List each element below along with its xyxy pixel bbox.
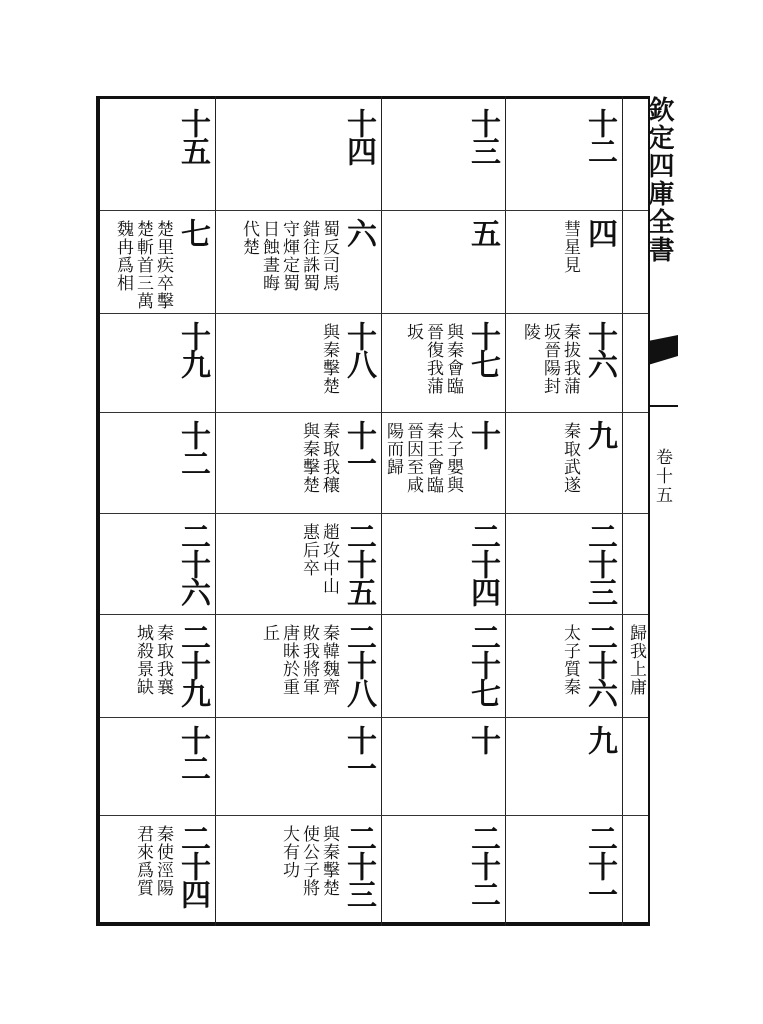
event-note: 城殺景缺 — [133, 624, 153, 696]
event-note: 與秦擊楚 — [319, 323, 339, 395]
year-number: 六 — [341, 218, 376, 246]
event-note: 太子質秦 — [560, 624, 580, 696]
event-note: 守煇定蜀 — [279, 220, 299, 292]
event-note: 君來爲質 — [133, 825, 153, 897]
row-divider — [100, 412, 648, 413]
event-note: 歸我上庸 — [626, 624, 646, 696]
event-note: 秦王會臨 — [423, 422, 443, 494]
event-note: 坂晉陽封 — [540, 323, 560, 395]
year-number: 二十八 — [341, 622, 376, 706]
event-note: 與秦會臨 — [443, 323, 463, 395]
year-number: 十 — [465, 725, 500, 753]
year-number: 二十三 — [341, 823, 376, 907]
column-divider — [622, 96, 623, 926]
row-divider — [100, 815, 648, 816]
column-divider — [381, 96, 382, 926]
event-note: 趙攻中山 — [319, 523, 339, 595]
event-note: 蜀反司馬 — [319, 220, 339, 292]
year-number: 十二 — [175, 725, 210, 781]
event-note: 代楚 — [239, 220, 259, 256]
year-number: 二十九 — [175, 622, 210, 706]
year-number: 十八 — [341, 321, 376, 377]
event-note: 坂 — [403, 323, 423, 341]
event-note: 秦使涇陽 — [153, 825, 173, 897]
event-note: 大有功 — [279, 825, 299, 879]
year-number: 二十一 — [582, 823, 617, 907]
year-number: 二十二 — [465, 823, 500, 907]
year-number: 十一 — [341, 725, 376, 781]
event-note: 日蝕晝晦 — [259, 220, 279, 292]
row-divider — [100, 717, 648, 718]
event-note: 秦取我穰 — [319, 422, 339, 494]
event-note: 楚斬首三萬 — [133, 220, 153, 310]
row-divider — [100, 313, 648, 314]
column-divider — [505, 96, 506, 926]
event-note: 晉因至咸 — [403, 422, 423, 494]
year-number: 十七 — [465, 321, 500, 377]
event-note: 唐昧於重 — [279, 624, 299, 696]
book-title: 欽定四庫全書 — [644, 96, 674, 264]
row-divider — [100, 513, 648, 514]
year-number: 十二 — [582, 108, 617, 164]
year-number: 九 — [582, 420, 617, 448]
year-number: 十二 — [175, 420, 210, 476]
event-note: 太子嬰與 — [443, 422, 463, 494]
event-note: 魏冉爲相 — [113, 220, 133, 292]
year-number: 二十五 — [341, 521, 376, 605]
year-number: 四 — [582, 218, 617, 246]
year-number: 十 — [465, 420, 500, 448]
row-divider — [100, 210, 648, 211]
year-number: 七 — [175, 218, 210, 246]
event-note: 與秦擊楚 — [299, 422, 319, 494]
event-note: 楚里疾卒擊 — [153, 220, 173, 310]
event-note: 丘 — [259, 624, 279, 642]
year-number: 二十四 — [465, 521, 500, 605]
event-note: 使公子將 — [299, 825, 319, 897]
fishtail-mark — [648, 335, 678, 365]
column-divider — [215, 96, 216, 926]
year-number: 十四 — [341, 108, 376, 164]
event-note: 秦取武遂 — [560, 422, 580, 494]
event-note: 秦拔我蒲 — [560, 323, 580, 395]
year-number: 二十六 — [175, 521, 210, 605]
event-note: 晉復我蒲 — [423, 323, 443, 395]
event-note: 陵 — [520, 323, 540, 341]
event-note: 陽而歸 — [383, 422, 403, 476]
year-number: 二十六 — [582, 622, 617, 706]
year-number: 二十四 — [175, 823, 210, 907]
margin-rule — [648, 405, 678, 407]
year-number: 二十三 — [582, 521, 617, 605]
year-number: 十九 — [175, 321, 210, 377]
year-number: 十三 — [465, 108, 500, 164]
event-note: 彗星見 — [560, 220, 580, 274]
volume-label: 卷十五 — [652, 448, 672, 505]
event-note: 敗我將軍 — [299, 624, 319, 696]
event-note: 與秦擊楚 — [319, 825, 339, 897]
year-number: 十一 — [341, 420, 376, 476]
event-note: 秦取我襄 — [153, 624, 173, 696]
year-number: 十六 — [582, 321, 617, 377]
year-number: 九 — [582, 725, 617, 753]
event-note: 錯往誅蜀 — [299, 220, 319, 292]
year-number: 五 — [465, 218, 500, 246]
event-note: 惠后卒 — [299, 523, 319, 577]
event-note: 秦韓魏齊 — [319, 624, 339, 696]
row-divider — [100, 614, 648, 615]
year-number: 二十七 — [465, 622, 500, 706]
year-number: 十五 — [175, 108, 210, 164]
